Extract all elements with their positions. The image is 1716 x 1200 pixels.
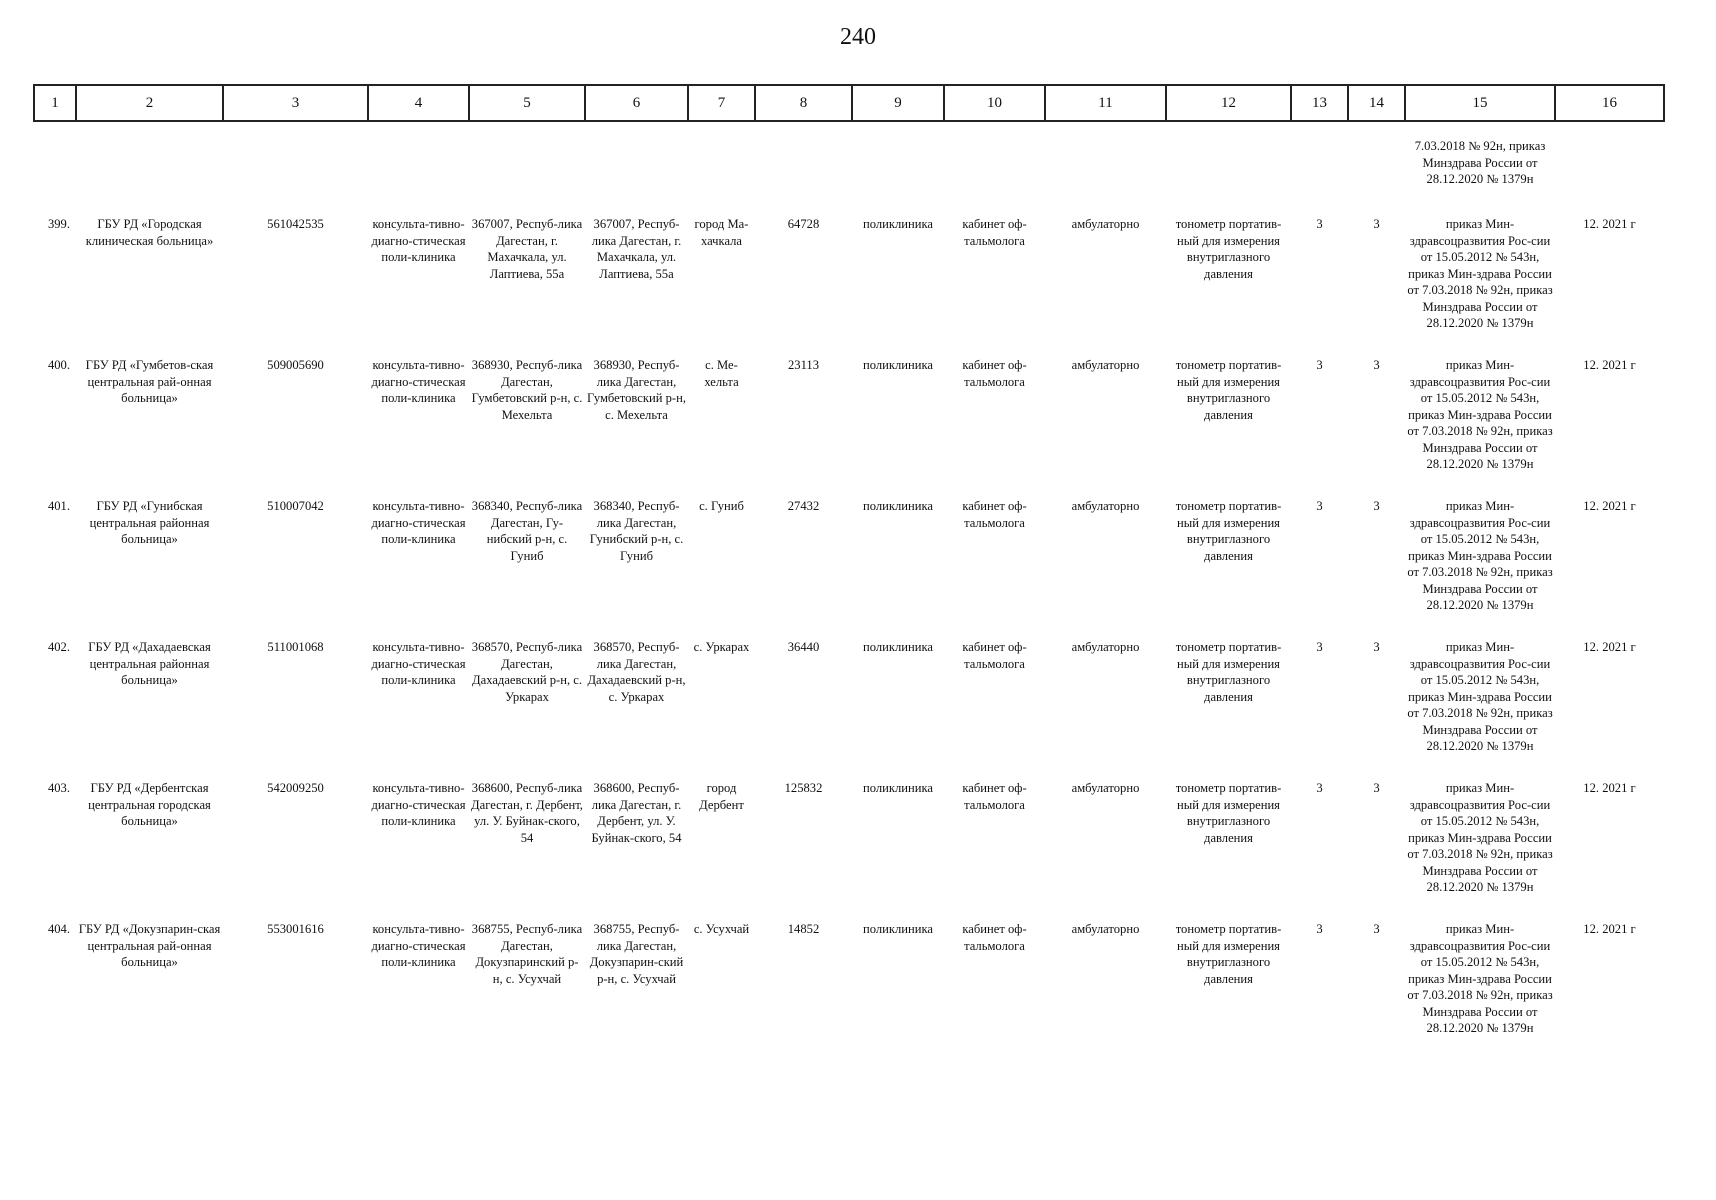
- table-row: [34, 915, 1664, 1056]
- column-header: 12: [1166, 85, 1291, 121]
- legal-basis: приказ Мин-здравсоцразвития Рос-сии от 15.05.2012 № 543н, приказ Мин-здрава России от 7.03.2018 № 92н, приказ Минздрава России от 28.12.2020 № 1379н: [1407, 640, 1553, 753]
- facility-type: консульта-тивно-диагно-стическая поли-клиника: [371, 640, 466, 687]
- qty-needed: 3: [1373, 781, 1380, 795]
- settlement: город Дербент: [699, 781, 744, 812]
- column-header: 8: [755, 85, 852, 121]
- legal-address: 368340, Респуб-лика Дагестан, Гу-нибский р-н, с. Гуниб: [471, 499, 583, 563]
- organization-name: ГБУ РД «Дербентская центральная городская больница»: [88, 781, 211, 828]
- table-row: [34, 351, 1664, 492]
- page-number: 240: [840, 24, 876, 50]
- column-header: 14: [1348, 85, 1405, 121]
- facility-type: консульта-тивно-диагно-стическая поли-клиника: [371, 358, 466, 405]
- legal-address: 368600, Респуб-лика Дагестан, г. Дербент, ул. У. Буйнак-ского, 54: [471, 781, 583, 845]
- column-header: 5: [469, 85, 585, 121]
- organization-name: ГБУ РД «Гумбетов-ская центральная рай-онная больница»: [85, 358, 214, 405]
- care-form: амбулаторно: [1071, 217, 1140, 231]
- organization-code: 510007042: [267, 499, 324, 513]
- qty-required: 3: [1316, 640, 1323, 654]
- column-header: 4: [368, 85, 469, 121]
- equipment-table-sheet: [33, 84, 1663, 1056]
- actual-address: 368570, Респуб-лика Дагестан, Дахадаевский р-н, с. Уркарах: [587, 640, 686, 704]
- equipment-name: тонометр портатив-ный для измерения внутриглазного давления: [1175, 358, 1282, 422]
- row-number: 403.: [47, 781, 70, 795]
- room: кабинет оф-тальмолога: [962, 358, 1027, 389]
- delivery-date: 12. 2021 г: [1583, 922, 1636, 936]
- column-header: 13: [1291, 85, 1348, 121]
- division: поликлиника: [862, 217, 934, 231]
- delivery-date: 12. 2021 г: [1583, 217, 1636, 231]
- settlement: город Ма-хачкала: [694, 217, 749, 248]
- division: поликлиника: [862, 358, 934, 372]
- qty-needed: 3: [1373, 499, 1380, 513]
- organization-name: ГБУ РД «Гунибская центральная районная больница»: [89, 499, 210, 546]
- column-header: 7: [688, 85, 755, 121]
- column-header: 6: [585, 85, 688, 121]
- legal-address: 368930, Респуб-лика Дагестан, Гумбетовский р-н, с. Мехельта: [471, 358, 583, 422]
- organization-code: 553001616: [267, 922, 324, 936]
- population: 125832: [784, 781, 823, 795]
- room: кабинет оф-тальмолога: [962, 781, 1027, 812]
- column-header: 3: [223, 85, 368, 121]
- row-number: 401.: [47, 499, 70, 513]
- equipment-table: [33, 84, 1665, 1056]
- population: 14852: [787, 922, 820, 936]
- table-row: [34, 210, 1664, 351]
- care-form: амбулаторно: [1071, 922, 1140, 936]
- qty-required: 3: [1316, 217, 1323, 231]
- organization-code: 511001068: [267, 640, 324, 654]
- facility-type: консульта-тивно-диагно-стическая поли-клиника: [371, 922, 466, 969]
- room: кабинет оф-тальмолога: [962, 922, 1027, 953]
- legal-basis: приказ Мин-здравсоцразвития Рос-сии от 15.05.2012 № 543н, приказ Мин-здрава России от 7.03.2018 № 92н, приказ Минздрава России от 28.12.2020 № 1379н: [1407, 217, 1553, 330]
- column-header: 2: [76, 85, 223, 121]
- organization-code: 561042535: [267, 217, 324, 231]
- qty-required: 3: [1316, 922, 1323, 936]
- equipment-name: тонометр портатив-ный для измерения внутриглазного давления: [1175, 781, 1282, 845]
- continuation-row: [34, 121, 1664, 210]
- qty-required: 3: [1316, 499, 1323, 513]
- care-form: амбулаторно: [1071, 640, 1140, 654]
- qty-required: 3: [1316, 358, 1323, 372]
- column-header: 10: [944, 85, 1045, 121]
- legal-basis: приказ Мин-здравсоцразвития Рос-сии от 15.05.2012 № 543н, приказ Мин-здрава России от 7.03.2018 № 92н, приказ Минздрава России от 28.12.2020 № 1379н: [1407, 499, 1553, 612]
- row-number: 399.: [47, 217, 70, 231]
- column-number-header: [34, 85, 1664, 121]
- population: 23113: [787, 358, 820, 372]
- equipment-name: тонометр портатив-ный для измерения внутриглазного давления: [1175, 640, 1282, 704]
- qty-needed: 3: [1373, 640, 1380, 654]
- population: 64728: [787, 217, 820, 231]
- organization-code: 509005690: [267, 358, 324, 372]
- organization-name: ГБУ РД «Дахадаевская центральная районная больница»: [88, 640, 211, 687]
- legal-address: 368570, Респуб-лика Дагестан, Дахадаевский р-н, с. Уркарах: [471, 640, 583, 704]
- qty-required: 3: [1316, 781, 1323, 795]
- division: поликлиника: [862, 781, 934, 795]
- actual-address: 368755, Респуб-лика Дагестан, Докузпарин-ский р-н, с. Усухчай: [589, 922, 684, 986]
- settlement: с. Уркарах: [693, 640, 750, 654]
- organization-name: ГБУ РД «Докузпарин-ская центральная рай-онная больница»: [78, 922, 221, 969]
- population: 36440: [787, 640, 820, 654]
- care-form: амбулаторно: [1071, 499, 1140, 513]
- column-header: 1: [34, 85, 76, 121]
- population: 27432: [787, 499, 820, 513]
- delivery-date: 12. 2021 г: [1583, 640, 1636, 654]
- actual-address: 368340, Респуб-лика Дагестан, Гунибский р-н, с. Гуниб: [589, 499, 684, 563]
- qty-needed: 3: [1373, 922, 1380, 936]
- legal-address: 368755, Респуб-лика Дагестан, Докузпаринский р-н, с. Усухчай: [471, 922, 583, 986]
- legal-basis: приказ Мин-здравсоцразвития Рос-сии от 15.05.2012 № 543н, приказ Мин-здрава России от 7.03.2018 № 92н, приказ Минздрава России от 28.12.2020 № 1379н: [1407, 781, 1553, 894]
- delivery-date: 12. 2021 г: [1583, 358, 1636, 372]
- column-header: 9: [852, 85, 944, 121]
- room: кабинет оф-тальмолога: [962, 217, 1027, 248]
- actual-address: 367007, Респуб-лика Дагестан, г. Махачкала, ул. Лаптиева, 55а: [591, 217, 682, 281]
- delivery-date: 12. 2021 г: [1583, 781, 1636, 795]
- actual-address: 368930, Респуб-лика Дагестан, Гумбетовский р-н, с. Мехельта: [587, 358, 686, 422]
- table-row: [34, 492, 1664, 633]
- column-header: 11: [1045, 85, 1166, 121]
- legal-basis: приказ Мин-здравсоцразвития Рос-сии от 15.05.2012 № 543н, приказ Мин-здрава России от 7.03.2018 № 92н, приказ Минздрава России от 28.12.2020 № 1379н: [1407, 358, 1553, 471]
- room: кабинет оф-тальмолога: [962, 499, 1027, 530]
- division: поликлиника: [862, 640, 934, 654]
- organization-code: 542009250: [267, 781, 324, 795]
- legal-basis: приказ Мин-здравсоцразвития Рос-сии от 15.05.2012 № 543н, приказ Мин-здрава России от 7.03.2018 № 92н, приказ Минздрава России от 28.12.2020 № 1379н: [1407, 922, 1553, 1035]
- room: кабинет оф-тальмолога: [962, 640, 1027, 671]
- table-row: [34, 774, 1664, 915]
- equipment-name: тонометр портатив-ный для измерения внутриглазного давления: [1175, 217, 1282, 281]
- facility-type: консульта-тивно-диагно-стическая поли-клиника: [371, 499, 466, 546]
- continuation-basis: 7.03.2018 № 92н, приказ Минздрава России от 28.12.2020 № 1379н: [1414, 139, 1546, 186]
- settlement: с. Усухчай: [693, 922, 750, 936]
- delivery-date: 12. 2021 г: [1583, 499, 1636, 513]
- qty-needed: 3: [1373, 217, 1380, 231]
- qty-needed: 3: [1373, 358, 1380, 372]
- care-form: амбулаторно: [1071, 358, 1140, 372]
- row-number: 404.: [47, 922, 70, 936]
- division: поликлиника: [862, 499, 934, 513]
- settlement: с. Ме-хельта: [704, 358, 739, 389]
- division: поликлиника: [862, 922, 934, 936]
- row-number: 402.: [47, 640, 70, 654]
- facility-type: консульта-тивно-диагно-стическая поли-клиника: [371, 781, 466, 828]
- legal-address: 367007, Респуб-лика Дагестан, г. Махачкала, ул. Лаптиева, 55а: [471, 217, 583, 281]
- column-header: 16: [1555, 85, 1664, 121]
- table-row: [34, 633, 1664, 774]
- actual-address: 368600, Респуб-лика Дагестан, г. Дербент, ул. У. Буйнак-ского, 54: [591, 781, 682, 845]
- row-number: 400.: [47, 358, 70, 372]
- equipment-name: тонометр портатив-ный для измерения внутриглазного давления: [1175, 922, 1282, 986]
- settlement: с. Гуниб: [699, 499, 744, 513]
- column-header: 15: [1405, 85, 1555, 121]
- facility-type: консульта-тивно-диагно-стическая поли-клиника: [371, 217, 466, 264]
- equipment-name: тонометр портатив-ный для измерения внутриглазного давления: [1175, 499, 1282, 563]
- organization-name: ГБУ РД «Городская клиническая больница»: [85, 217, 214, 248]
- care-form: амбулаторно: [1071, 781, 1140, 795]
